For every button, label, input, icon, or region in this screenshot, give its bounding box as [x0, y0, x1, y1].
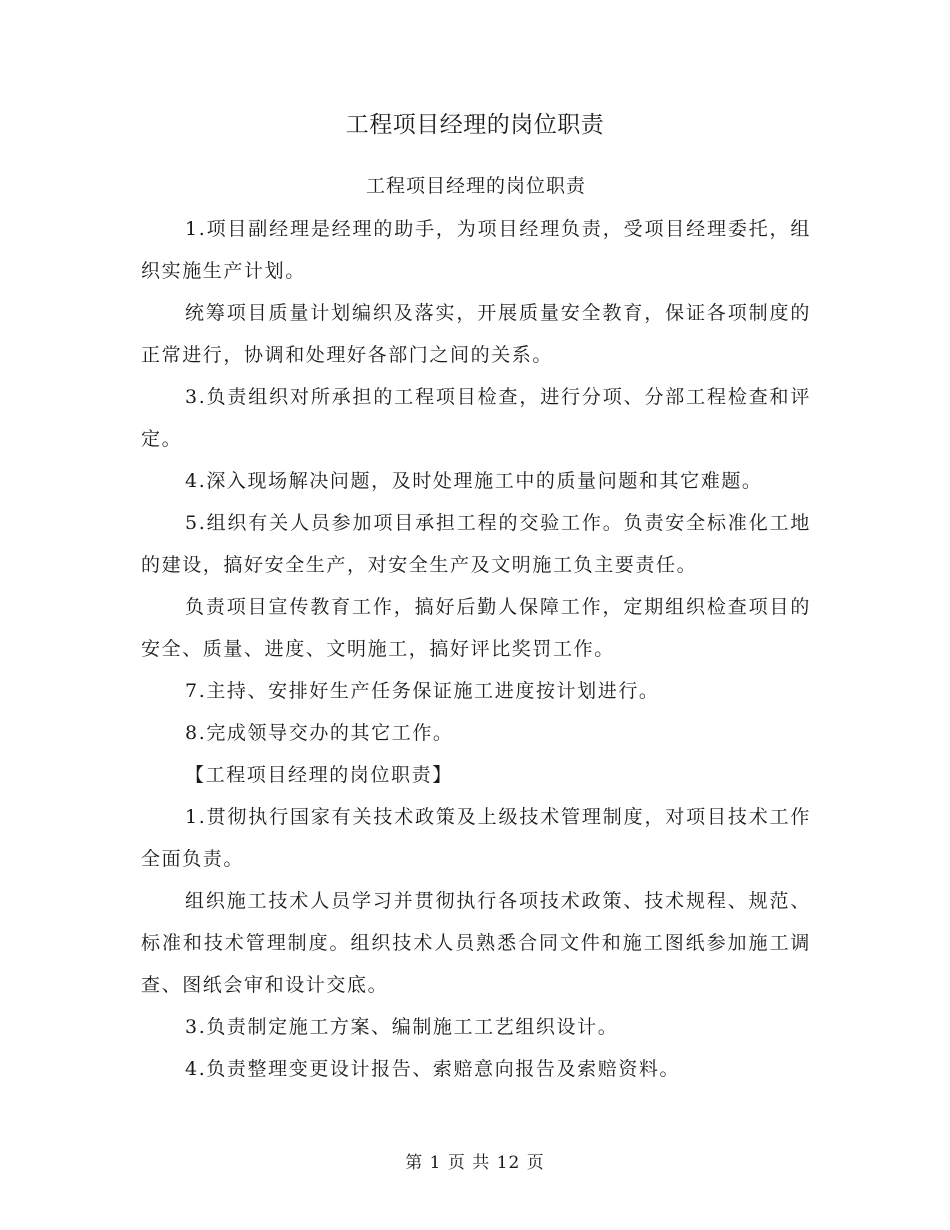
paragraph: 4.负责整理变更设计报告、索赔意向报告及索赔资料。 — [185, 1058, 681, 1080]
paragraph: 3.负责组织对所承担的工程项目检查，进行分项、分部工程检查和评定。 — [141, 386, 811, 450]
paragraph: 3.负责制定施工方案、编制施工工艺组织设计。 — [185, 1016, 619, 1038]
paragraph: 5.组织有关人员参加项目承担工程的交验工作。负责安全标准化工地的建设，搞好安全生产，对安全生产及文明施工负主要责任。 — [141, 512, 811, 576]
section-heading: 【工程项目经理的岗位职责】 — [185, 764, 453, 786]
page-number-footer: 第 1 页 共 12 页 — [405, 1153, 545, 1173]
document-title: 工程项目经理的岗位职责 — [345, 112, 605, 138]
paragraph: 1.贯彻执行国家有关技术政策及上级技术管理制度，对项目技术工作全面负责。 — [141, 806, 811, 870]
document-body — [141, 170, 811, 1090]
paragraph: 4.深入现场解决问题，及时处理施工中的质量问题和其它难题。 — [185, 470, 763, 492]
paragraph: 负责项目宣传教育工作，搞好后勤人保障工作，定期组织检查项目的安全、质量、进度、文明施工，搞好评比奖罚工作。 — [141, 596, 811, 660]
paragraph: 组织施工技术人员学习并贯彻执行各项技术政策、技术规程、规范、标准和技术管理制度。组织技术人员熟悉合同文件和施工图纸参加施工调查、图纸会审和设计交底。 — [141, 890, 811, 996]
paragraph: 8.完成领导交办的其它工作。 — [185, 722, 454, 744]
paragraph: 1.项目副经理是经理的助手，为项目经理负责，受项目经理委托，组织实施生产计划。 — [141, 218, 811, 282]
paragraph: 统筹项目质量计划编织及落实，开展质量安全教育，保证各项制度的正常进行，协调和处理好各部门之间的关系。 — [141, 302, 811, 366]
paragraph: 7.主持、安排好生产任务保证施工进度按计划进行。 — [185, 680, 660, 702]
document-subtitle: 工程项目经理的岗位职责 — [365, 175, 586, 197]
